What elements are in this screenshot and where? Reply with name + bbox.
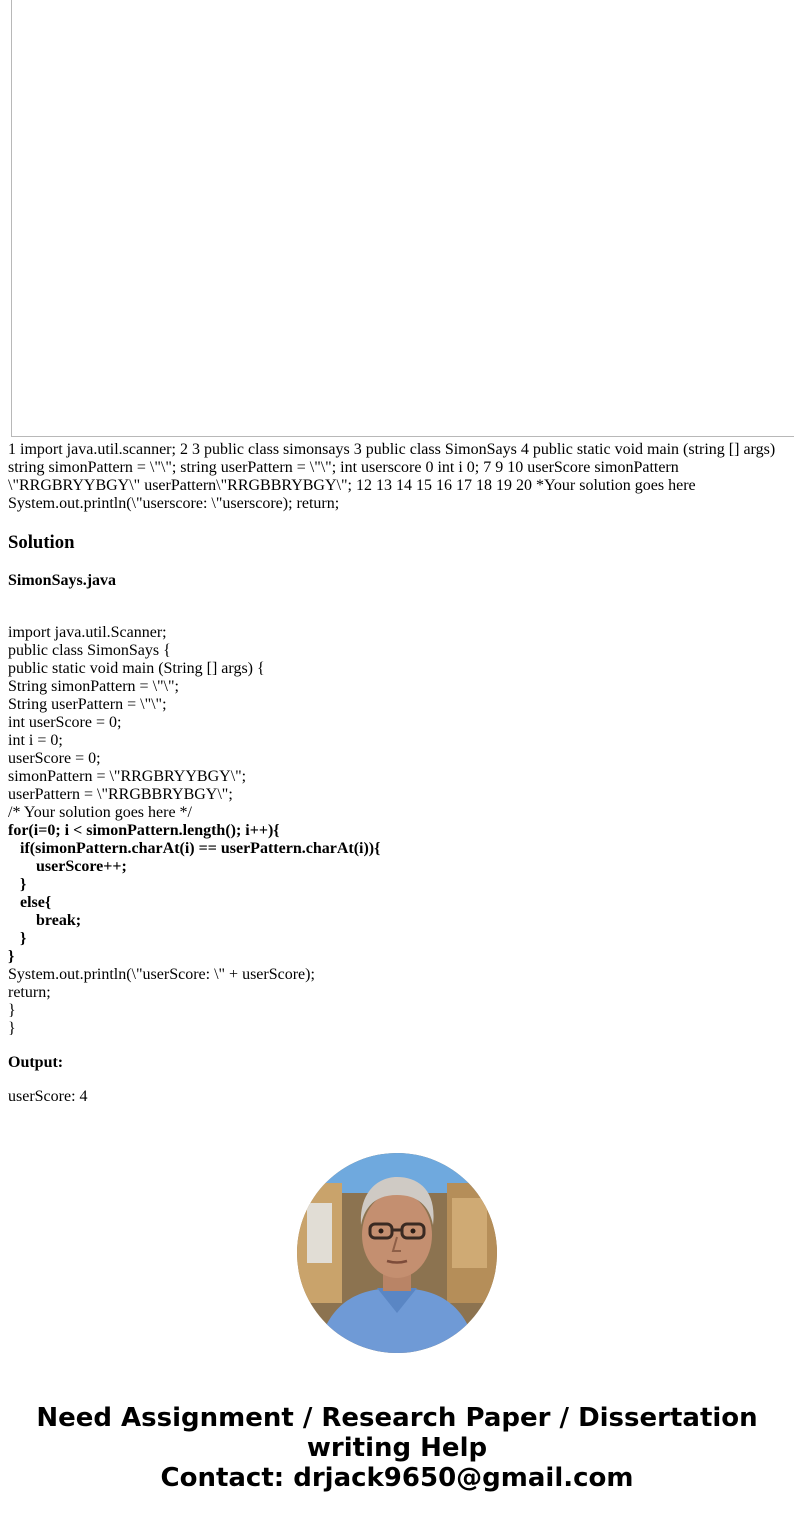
code-line-solution: else{ — [8, 894, 52, 911]
promo-contact: Contact: drjack9650@gmail.com — [160, 1463, 634, 1493]
code-line: /* Your solution goes here */ — [8, 804, 192, 821]
code-line-solution: } — [8, 948, 15, 965]
code-block — [8, 624, 788, 1038]
code-line: String userPattern = \"\"; — [8, 696, 167, 713]
avatar — [297, 1153, 497, 1353]
file-name-heading: SimonSays.java — [8, 572, 117, 589]
code-line-solution: if(simonPattern.charAt(i) == userPattern.charAt(i)){ — [8, 840, 381, 857]
code-line: int userScore = 0; — [8, 714, 122, 731]
code-line: String simonPattern = \"\"; — [8, 678, 179, 695]
output-heading: Output: — [8, 1054, 64, 1071]
promo-line: Need Assignment / Research Paper / Dissertation — [36, 1403, 758, 1433]
question-text: 1 import java.util.scanner; 2 3 public class simonsays 3 public class SimonSays 4 public static void main (string [] args) string simonPattern = \"\"; string userPattern = \"\"; int userscore 0 int i 0; 7 9 10 userScore simonPattern \"RRGBRYYBGY\" userPattern\"RRGBBRYBGY\"; 12 13 14 15 16 17 18 19 20 *Your solution goes here System.out.println(\"userscore: \"userscore); return; — [8, 441, 776, 512]
profile-photo-icon — [297, 1153, 497, 1353]
code-line: userScore = 0; — [8, 750, 101, 767]
promo-line: writing Help — [306, 1433, 488, 1463]
code-line: public static void main (String [] args) { — [8, 660, 265, 677]
code-line: import java.util.Scanner; — [8, 624, 167, 641]
code-line: simonPattern = \"RRGBRYYBGY\"; — [8, 768, 247, 785]
code-line: } — [8, 1002, 16, 1019]
code-line-solution: for(i=0; i < simonPattern.length(); i++){ — [8, 822, 280, 839]
code-line: int i = 0; — [8, 732, 63, 749]
code-line: userPattern = \"RRGBBRYBGY\"; — [8, 786, 233, 803]
code-line-solution: } — [8, 930, 27, 947]
output-value: userScore: 4 — [8, 1088, 88, 1105]
question-image — [11, 0, 794, 437]
code-line-solution: break; — [8, 912, 82, 929]
code-line: } — [8, 1020, 16, 1037]
solution-heading: Solution — [8, 532, 75, 553]
code-line-solution: userScore++; — [8, 858, 127, 875]
promo-banner — [0, 1403, 794, 1493]
code-line: return; — [8, 984, 51, 1001]
code-line: System.out.println(\"userScore: \" + userScore); — [8, 966, 315, 983]
code-line-solution: } — [8, 876, 27, 893]
code-line: public class SimonSays { — [8, 642, 171, 659]
